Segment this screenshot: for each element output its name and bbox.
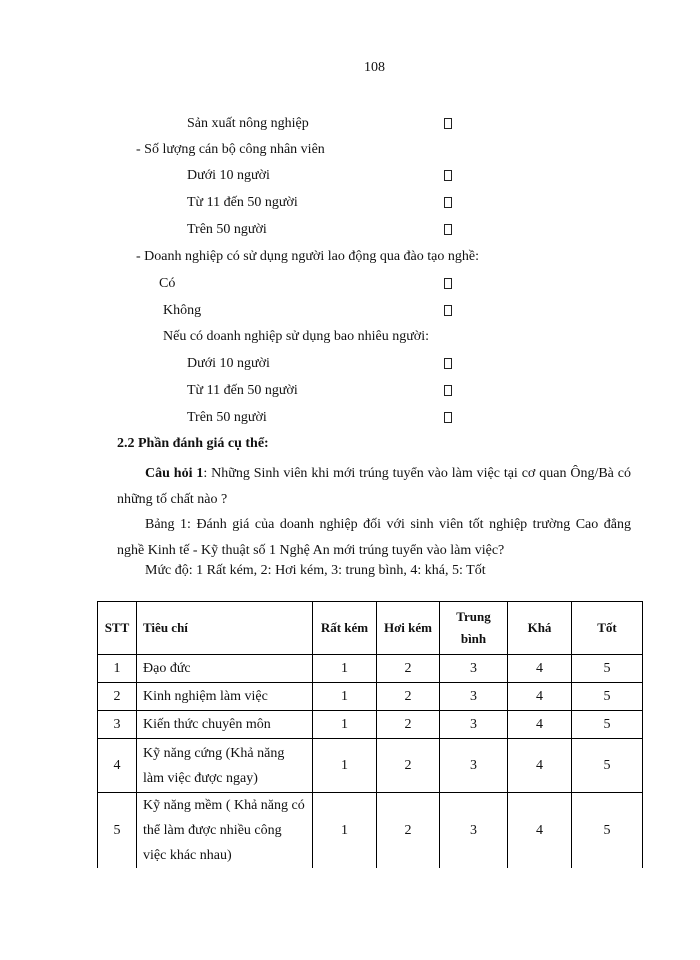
score-cell[interactable]: 2 <box>377 739 440 793</box>
table-header-row <box>98 602 643 655</box>
question-paragraph <box>117 461 631 513</box>
score-cell[interactable]: 3 <box>440 739 508 793</box>
score-cell[interactable]: 5 <box>572 655 643 683</box>
score-cell[interactable]: 4 <box>508 793 572 869</box>
score-cell[interactable]: 2 <box>377 711 440 739</box>
score-cell[interactable]: 3 <box>440 655 508 683</box>
score-cell[interactable]: 2 <box>377 655 440 683</box>
survey-question-staff-count: - Số lượng cán bộ công nhân viên <box>136 142 325 157</box>
row-stt: 2 <box>98 683 137 711</box>
score-cell[interactable]: 1 <box>313 793 377 869</box>
header-good: Tốt <box>572 602 643 655</box>
survey-option-11-to-50: Từ 11 đến 50 người <box>187 383 298 398</box>
checkbox[interactable] <box>444 385 452 396</box>
row-stt: 4 <box>98 739 137 793</box>
checkbox[interactable] <box>444 170 452 181</box>
table-row <box>98 739 643 793</box>
survey-option-11-to-50: Từ 11 đến 50 người <box>187 195 298 210</box>
score-cell[interactable]: 4 <box>508 711 572 739</box>
header-stt: STT <box>98 602 137 655</box>
question-text: : Những Sinh viên khi mới trúng tuyển vào làm việc tại cơ quan Ông/Bà có những tố chất nào ? <box>117 466 631 507</box>
table-row <box>98 655 643 683</box>
table-caption: Bảng 1: Đánh giá của doanh nghiệp đối với sinh viên tốt nghiệp trường Cao đẳng nghề Kinh tế - Kỹ thuật số 1 Nghệ An mới trúng tuyển vào làm việc? <box>117 517 631 558</box>
header-fair: Khá <box>508 602 572 655</box>
row-criterion: Kỹ năng mềm ( Khả năng có thể làm được nhiều công việc khác nhau) <box>137 793 313 869</box>
score-cell[interactable]: 5 <box>572 739 643 793</box>
score-cell[interactable]: 4 <box>508 739 572 793</box>
header-average: Trung bình <box>440 602 508 655</box>
score-cell[interactable]: 1 <box>313 739 377 793</box>
checkbox[interactable] <box>444 197 452 208</box>
table-row <box>98 711 643 739</box>
score-cell[interactable]: 3 <box>440 711 508 739</box>
survey-option-under-10: Dưới 10 người <box>187 168 270 183</box>
checkbox[interactable] <box>444 278 452 289</box>
header-poor: Hơi kém <box>377 602 440 655</box>
question-label: Câu hỏi 1 <box>145 466 204 481</box>
checkbox[interactable] <box>444 305 452 316</box>
checkbox[interactable] <box>444 118 452 129</box>
survey-question-trained-workers: - Doanh nghiệp có sử dụng người lao động qua đào tạo nghề: <box>136 249 479 264</box>
row-criterion: Đạo đức <box>137 655 313 683</box>
survey-option-over-50: Trên 50 người <box>187 410 267 425</box>
score-cell[interactable]: 1 <box>313 655 377 683</box>
score-cell[interactable]: 3 <box>440 793 508 869</box>
survey-option-yes: Có <box>159 276 176 291</box>
table-row <box>98 683 643 711</box>
survey-option-over-50: Trên 50 người <box>187 222 267 237</box>
evaluation-table <box>97 601 643 868</box>
score-cell[interactable]: 5 <box>572 683 643 711</box>
score-cell[interactable]: 1 <box>313 711 377 739</box>
row-stt: 5 <box>98 793 137 869</box>
row-stt: 3 <box>98 711 137 739</box>
row-criterion: Kinh nghiệm làm việc <box>137 683 313 711</box>
checkbox[interactable] <box>444 224 452 235</box>
score-cell[interactable]: 4 <box>508 655 572 683</box>
checkbox[interactable] <box>444 412 452 423</box>
table-row <box>98 793 643 869</box>
header-very-poor: Rất kém <box>313 602 377 655</box>
header-criterion: Tiêu chí <box>137 602 313 655</box>
score-cell[interactable]: 2 <box>377 683 440 711</box>
scale-note: Mức độ: 1 Rất kém, 2: Hơi kém, 3: trung bình, 4: khá, 5: Tốt <box>145 563 486 578</box>
page-number: 108 <box>364 60 385 75</box>
survey-option-under-10: Dưới 10 người <box>187 356 270 371</box>
checkbox[interactable] <box>444 358 452 369</box>
score-cell[interactable]: 5 <box>572 793 643 869</box>
score-cell[interactable]: 1 <box>313 683 377 711</box>
row-stt: 1 <box>98 655 137 683</box>
section-heading: 2.2 Phần đánh giá cụ thể: <box>117 436 269 451</box>
score-cell[interactable]: 5 <box>572 711 643 739</box>
score-cell[interactable]: 2 <box>377 793 440 869</box>
row-criterion: Kiến thức chuyên môn <box>137 711 313 739</box>
score-cell[interactable]: 3 <box>440 683 508 711</box>
survey-option-no: Không <box>163 303 202 318</box>
score-cell[interactable]: 4 <box>508 683 572 711</box>
survey-question-how-many: Nếu có doanh nghiệp sử dụng bao nhiêu người: <box>163 329 429 344</box>
row-criterion: Kỹ năng cứng (Khả năng làm việc được ngay) <box>137 739 313 793</box>
survey-option-agriculture: Sản xuất nông nghiệp <box>187 116 309 131</box>
